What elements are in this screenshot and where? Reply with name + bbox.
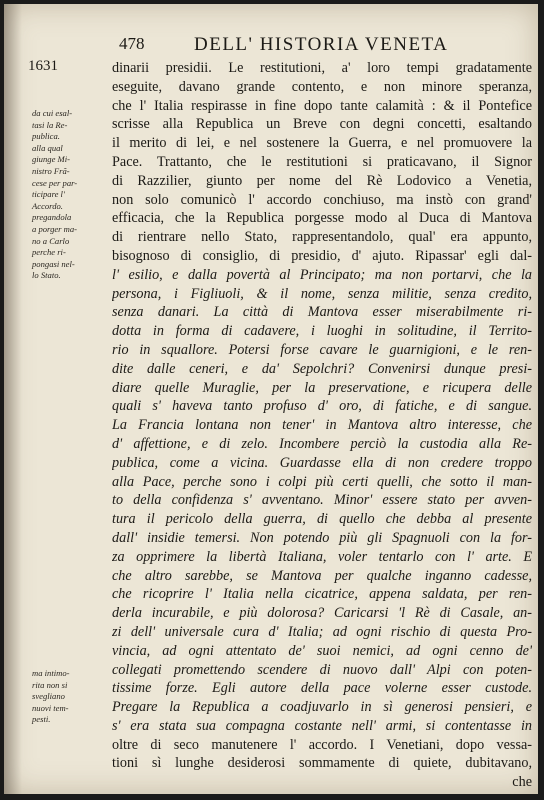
- body-line: dite dalle ceneri, e da' Sepolchri? Convenirsi dunque presi-: [112, 360, 532, 377]
- body-line: to della confidenza s' avventano. Minor' essere stato per avven-: [112, 492, 532, 509]
- margin-note-line: nuovi tem-: [32, 702, 69, 713]
- body-line: non solo comunicò l' accordo conchiuso, ma instò con grand': [112, 191, 532, 208]
- body-line: di rientrare nello Stato, rappresentandolo, qual' era appunto,: [112, 229, 532, 246]
- body-text: [112, 59, 532, 792]
- margin-note-line: cese per par-: [32, 177, 78, 188]
- margin-note-line: lo Stato.: [32, 270, 61, 281]
- margin-note-line: giunge Mi-: [32, 154, 70, 165]
- body-line: tioni sì lunghe desiderosi sommamente di quiete, dubitavano,: [112, 755, 532, 772]
- body-line: efficacia, che la Republica porgesse modo al Duca di Mantova: [112, 210, 532, 227]
- body-line: tura il pericolo della guerra, di quello che debba al presente: [112, 511, 532, 528]
- body-line: vincia, ad ogni attentato de' suoi nemici, ad ogni cenno de': [112, 642, 532, 659]
- body-line: di Razzilier, giunto per nome del Rè Lodovico a Venetia,: [112, 172, 532, 189]
- margin-year: 1631: [28, 58, 58, 74]
- margin-note-line: ma intimo-: [32, 668, 70, 678]
- body-line: publica, come a vicina. Guardasse ella di non credere troppo: [112, 454, 532, 471]
- body-line: za opprimere la libertà Italiana, voler tentarlo con l' arte. E: [112, 548, 532, 565]
- book-page: [4, 4, 538, 794]
- body-line: Pregare la Republica a coadjuvarlo in sì generosi pensieri, e: [112, 699, 532, 716]
- body-line: alla Pace, perche sono i colpi più certi quelli, che sotto il man-: [112, 473, 532, 490]
- body-line: d' affettione, e di zelo. Incombere perciò la custodia alla Re-: [112, 435, 532, 452]
- margin-note-line: ticipare l': [32, 189, 65, 200]
- margin-note-line: pongasi nel-: [32, 258, 75, 269]
- margin-note-line: Accordo.: [32, 200, 63, 211]
- margin-note-line: svegliano: [32, 691, 65, 702]
- body-line: La Francia lontana non tener' in Mantova altro interesse, che: [112, 417, 532, 434]
- margin-note-line: nistro Frã-: [32, 165, 70, 176]
- body-line: che altro sarebbe, se Mantova per qualche inganno cadesse,: [112, 567, 532, 584]
- body-line: che: [512, 774, 532, 791]
- margin-note-line: no a Carlo: [32, 235, 70, 246]
- body-line: eseguite, davano grande contento, e non minore speranza,: [112, 78, 532, 95]
- body-line: il merito di lei, e nel sostenere la Guerra, e nel promuovere la: [112, 135, 532, 152]
- body-line: s' era stata sua compagna costante nell' armi, si contentasse in: [112, 717, 532, 734]
- body-line: che l' Italia respirasse in fine dopo tante calamità : & il Pontefice: [112, 97, 532, 114]
- margin-note-line: perche ri-: [32, 247, 66, 258]
- margin-note-line: tasi la Re-: [32, 119, 68, 130]
- margin-note-line: a porger ma-: [32, 223, 78, 234]
- margin-note-line: pregandola: [32, 212, 72, 223]
- margin-note-line: pesti.: [32, 714, 51, 725]
- margin-notes-bottom: [32, 668, 100, 726]
- body-line: rio in squallore. Potersi forse cavare le guarnigioni, e le ren-: [112, 341, 532, 358]
- body-line: dall' insidie temersi. Non potendo più gli Spagnuoli con la for-: [112, 529, 532, 546]
- body-line: l' esilio, e dalla povertà al Principato; ma non portarvi, che la: [112, 266, 532, 283]
- margin-note-line: rita non si: [32, 679, 68, 690]
- body-line: dinarii presidii. Le restitutioni, a' loro tempi gradatamente: [112, 60, 532, 76]
- body-line: dotta in forma di cadavere, i luoghi in solitudine, il Territo-: [112, 323, 532, 340]
- body-line: zi dell' universale cura d' Italia; ad ogni rischio di questa Pro-: [112, 623, 532, 640]
- body-line: scrisse alla Republica un Breve con degni concetti, esaltando: [112, 116, 532, 133]
- margin-note-line: publica.: [32, 131, 60, 142]
- body-line: che ricoprire l' Italia nella cicatrice, appena saldata, per ren-: [112, 586, 532, 603]
- body-line: diare quelle Muraglie, per la preservatione, e ricupera delle: [112, 379, 532, 396]
- body-line: tissime forze. Egli autore della pace volerne esser custode.: [112, 680, 532, 697]
- body-line: persona, i Figliuoli, & il nome, senza militie, senza credito,: [112, 285, 532, 302]
- running-title: DELL' HISTORIA VENETA: [194, 34, 449, 55]
- body-line: senza danari. La città di Mantova esser miserabilmente ri-: [112, 304, 532, 321]
- body-line: Pace. Trattanto, che le restitutioni si praticavano, il Signor: [112, 153, 532, 170]
- body-line: collegati promettendo scendere di nuovo dall' Alpi con poten-: [112, 661, 532, 678]
- body-line: quali s' haveva tanto profuso d' oro, di fatiche, e di sangue.: [112, 398, 532, 415]
- body-line: derla incurabile, e più dolorosa? Caricarsi 'l Rè di Casale, an-: [112, 605, 532, 622]
- margin-notes-top: [32, 108, 100, 282]
- page-gutter-shadow: [4, 4, 22, 794]
- body-line: bisognoso di consiglio, di presidio, d' ajuto. Ripassar' egli dal-: [112, 247, 532, 264]
- margin-note-line: alla qual: [32, 142, 63, 153]
- body-line: oltre di seco manutenere l' accordo. I Venetiani, dopo vessa-: [112, 736, 532, 753]
- page-number: 478: [119, 34, 145, 53]
- margin-note-line: da cui esal-: [32, 108, 73, 118]
